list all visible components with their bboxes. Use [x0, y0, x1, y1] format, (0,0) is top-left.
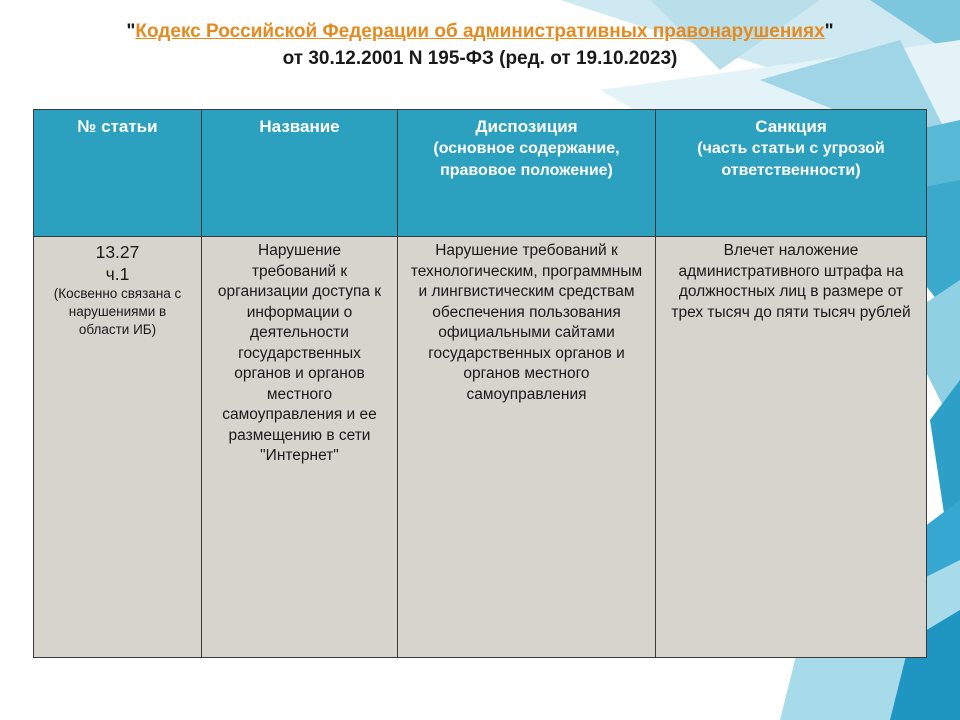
cell-name: Нарушение требований к организации доступа к информации о деятельности государственных органов и органов местного самоуправления и ее размещению в сети "Интернет": [202, 237, 398, 658]
cell-sanction: Влечет наложение административного штрафа на должностных лиц в размере от трех тысяч до пяти тысяч рублей: [656, 237, 927, 658]
article-note: (Косвенно связана с нарушениями в области ИБ): [53, 286, 182, 337]
table-row: [34, 237, 927, 658]
header-article-number: № статьи: [34, 110, 202, 237]
header-disposition-main: Диспозиция: [475, 117, 578, 136]
cell-article-number: [34, 237, 202, 658]
cell-disposition: Нарушение требований к технологическим, программным и лингвистическим средствам обеспечения пользования официальными сайтами государственных органов и органов местного самоуправления: [398, 237, 656, 658]
article-part: ч.1: [105, 264, 130, 284]
law-article-table: [33, 109, 927, 658]
header-disposition-sub: (основное содержание, правовое положение): [433, 140, 620, 179]
header-name: Название: [202, 110, 398, 237]
table-header-row: [34, 110, 927, 237]
law-name-link[interactable]: Кодекс Российской Федерации об административных правонарушениях: [135, 21, 825, 42]
header-disposition: [398, 110, 656, 237]
header-sanction-main: Санкция: [755, 117, 827, 136]
title-subtitle: от 30.12.2001 N 195-ФЗ (ред. от 19.10.2023): [282, 48, 678, 69]
slide-title: [0, 18, 960, 72]
title-line-1: [0, 18, 960, 45]
header-sanction: [656, 110, 927, 237]
quote-open: ": [126, 21, 136, 42]
article-number: 13.27: [95, 242, 140, 262]
header-sanction-sub: (часть статьи с угрозой ответственности): [697, 140, 885, 179]
quote-close: ": [824, 21, 834, 42]
